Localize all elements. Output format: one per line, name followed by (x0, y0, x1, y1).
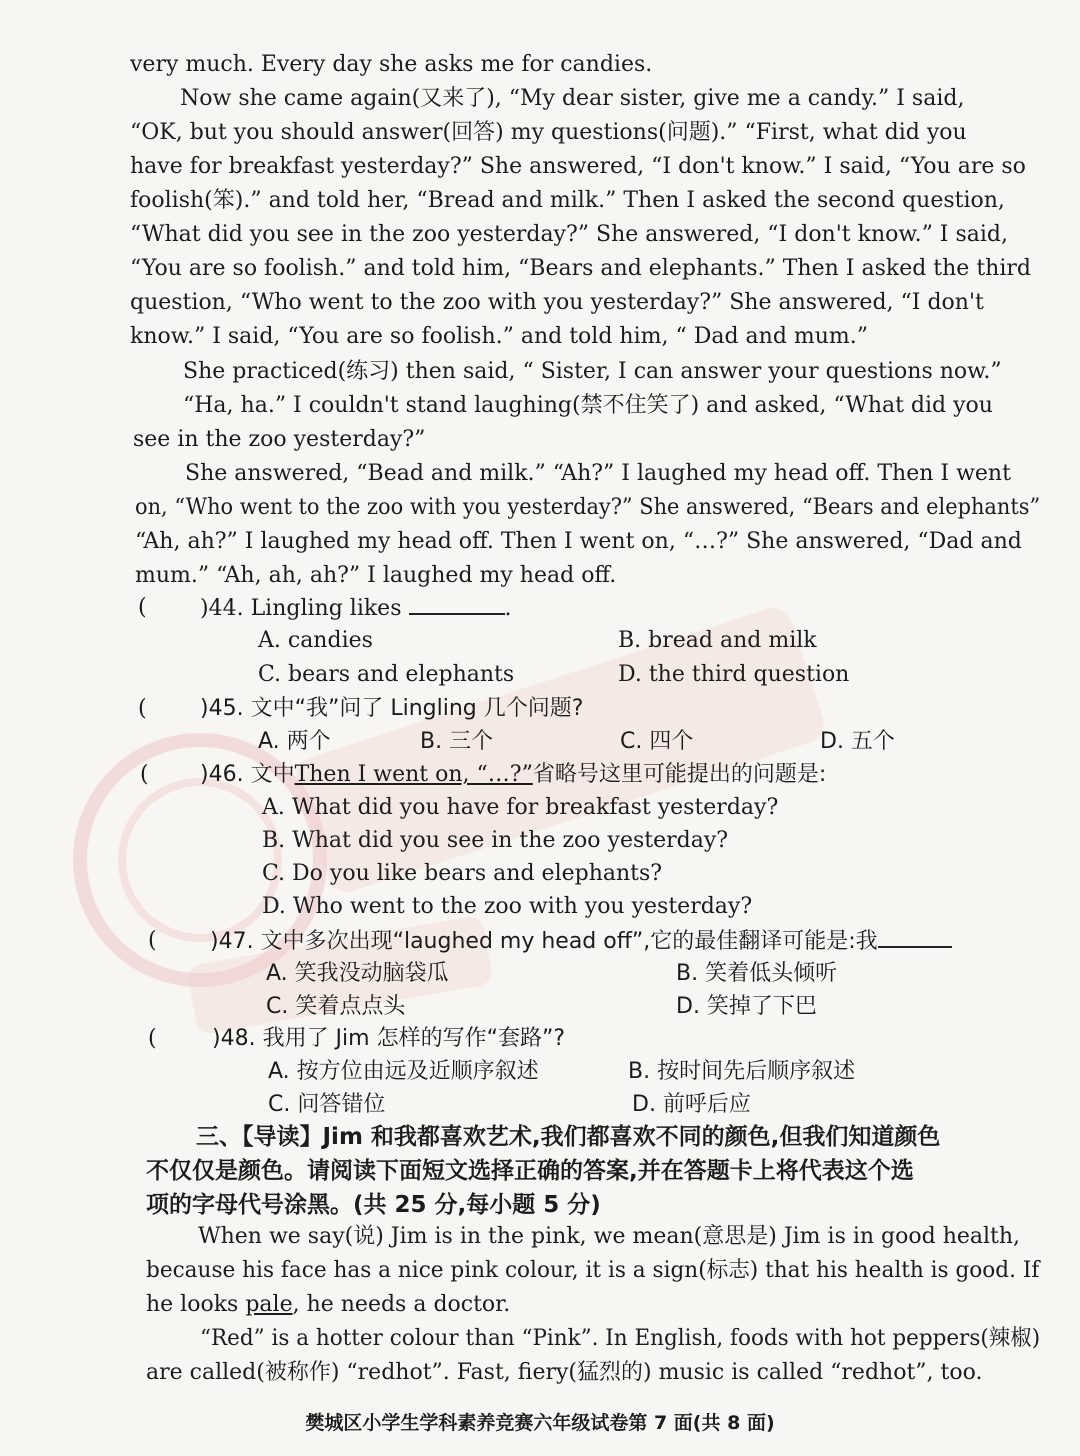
q44-option-b[interactable]: B. bread and milk (618, 628, 817, 653)
question-47 (210, 926, 952, 957)
section3-word-pale: pale (245, 1292, 293, 1317)
page-footer: 樊城区小学生学科素养竞赛六年级试卷第 7 面(共 8 面) (305, 1412, 775, 1434)
passage-line-10: She practiced(练习) then said, “ Sister, I can answer your questions now.” (183, 359, 1002, 384)
question-48: )48. 我用了 Jim 怎样的写作“套路”? (212, 1026, 566, 1051)
section3-intro-2: 不仅仅是颜色。请阅读下面短文选择正确的答案,并在答题卡上将代表这个选 (146, 1158, 914, 1184)
passage-line-13: She answered, “Bead and milk.” “Ah?” I laughed my head off. Then I went (185, 461, 1011, 486)
section3-passage-line-1: When we say(说) Jim is in the pink, we mean(意思是) Jim is in good health, (198, 1224, 1021, 1249)
question-46-quote: Then I went on, “…?” (294, 762, 533, 787)
section3-passage-line-3 (146, 1290, 510, 1320)
passage-line-7: “You are so foolish.” and told him, “Bears and elephants.” Then I asked the third (130, 256, 1031, 281)
q47-option-b[interactable]: B. 笑着低头倾听 (676, 961, 838, 986)
question-44-end: . (504, 596, 512, 621)
answer-paren-48[interactable]: ( (148, 1026, 157, 1051)
passage-line-9: know.” I said, “You are so foolish.” and told him, “ Dad and mum.” (130, 324, 869, 349)
section3-intro-3: 项的字母代号涂黑。(共 25 分,每小题 5 分) (146, 1192, 601, 1218)
q45-option-b[interactable]: B. 三个 (420, 729, 494, 754)
passage-line-15: “Ah, ah?” I laughed my head off. Then I went on, “…?” She answered, “Dad and (135, 529, 1022, 554)
passage-line-12: see in the zoo yesterday?” (133, 427, 426, 452)
passage-line-2: Now she came again(又来了), “My dear sister, give me a candy.” I said, (180, 86, 965, 111)
passage-line-16: mum.” “Ah, ah, ah?” I laughed my head off. (135, 563, 617, 588)
passage-line-3: “OK, but you should answer(回答) my questions(问题).” “First, what did you (130, 120, 967, 145)
q44-option-d[interactable]: D. the third question (618, 662, 850, 687)
question-47-stem: )47. 文中多次出现“laughed my head off”,它的最佳翻译可能是:我 (210, 929, 878, 954)
q47-option-a[interactable]: A. 笑我没动脑袋瓜 (266, 961, 449, 986)
q46-option-b[interactable]: B. What did you see in the zoo yesterday? (262, 828, 729, 853)
passage-line-8: question, “Who went to the zoo with you yesterday?” She answered, “I don't (130, 290, 984, 315)
q46-option-c[interactable]: C. Do you like bears and elephants? (262, 861, 663, 886)
q44-option-a[interactable]: A. candies (258, 628, 373, 653)
section3-passage-line-3-pre: he looks (146, 1292, 246, 1317)
question-46-stem-post: 省略号这里可能提出的问题是: (532, 762, 827, 787)
section3-passage-line-4: “Red” is a hotter colour than “Pink”. In English, foods with hot peppers(辣椒) (200, 1326, 1041, 1351)
question-44-blank[interactable] (409, 593, 505, 615)
q45-option-c[interactable]: C. 四个 (620, 729, 694, 754)
q45-option-a[interactable]: A. 两个 (258, 729, 331, 754)
q47-option-d[interactable]: D. 笑掉了下巴 (676, 994, 817, 1019)
q44-option-c[interactable]: C. bears and elephants (258, 662, 515, 687)
passage-line-4: have for breakfast yesterday?” She answered, “I don't know.” I said, “You are so (130, 154, 1026, 179)
passage-line-5: foolish(笨).” and told her, “Bread and milk.” Then I asked the second question, (130, 188, 1005, 213)
answer-paren-46[interactable]: ( (140, 762, 149, 787)
section3-passage-line-5: are called(被称作) “redhot”. Fast, fiery(猛烈的) music is called “redhot”, too. (146, 1360, 983, 1385)
q48-option-a[interactable]: A. 按方位由远及近顺序叙述 (268, 1059, 539, 1084)
answer-paren-47[interactable]: ( (148, 928, 157, 953)
passage-line-1: very much. Every day she asks me for candies. (130, 52, 653, 77)
question-46 (200, 760, 826, 790)
question-46-stem-pre: )46. 文中 (200, 762, 295, 787)
section3-intro-1: 三、【导读】Jim 和我都喜欢艺术,我们都喜欢不同的颜色,但我们知道颜色 (196, 1124, 941, 1150)
passage-line-11: “Ha, ha.” I couldn't stand laughing(禁不住笑了) and asked, “What did you (183, 393, 993, 418)
section3-passage-line-3-post: , he needs a doctor. (292, 1292, 511, 1317)
question-45: )45. 文中“我”问了 Lingling 几个问题? (200, 696, 584, 721)
q48-option-d[interactable]: D. 前呼后应 (632, 1092, 751, 1117)
q46-option-a[interactable]: A. What did you have for breakfast yesterday? (262, 795, 779, 820)
passage-line-6: “What did you see in the zoo yesterday?” She answered, “I don't know.” I said, (130, 222, 1009, 247)
q47-option-c[interactable]: C. 笑着点点头 (266, 994, 406, 1019)
question-47-blank[interactable] (878, 926, 952, 948)
answer-paren-45[interactable]: ( (138, 696, 147, 721)
q48-option-b[interactable]: B. 按时间先后顺序叙述 (628, 1059, 856, 1084)
q48-option-c[interactable]: C. 问答错位 (268, 1092, 386, 1117)
question-44-stem: )44. Lingling likes (200, 596, 402, 621)
q46-option-d[interactable]: D. Who went to the zoo with you yesterday? (262, 894, 753, 919)
q45-option-d[interactable]: D. 五个 (820, 729, 895, 754)
section3-passage-line-2: because his face has a nice pink colour, it is a sign(标志) that his health is good. If (146, 1258, 1040, 1283)
passage-line-14: on, “Who went to the zoo with you yesterday?” She answered, “Bears and elephants” (135, 495, 1041, 520)
question-44 (200, 593, 512, 624)
answer-paren-44[interactable]: ( (138, 595, 147, 620)
